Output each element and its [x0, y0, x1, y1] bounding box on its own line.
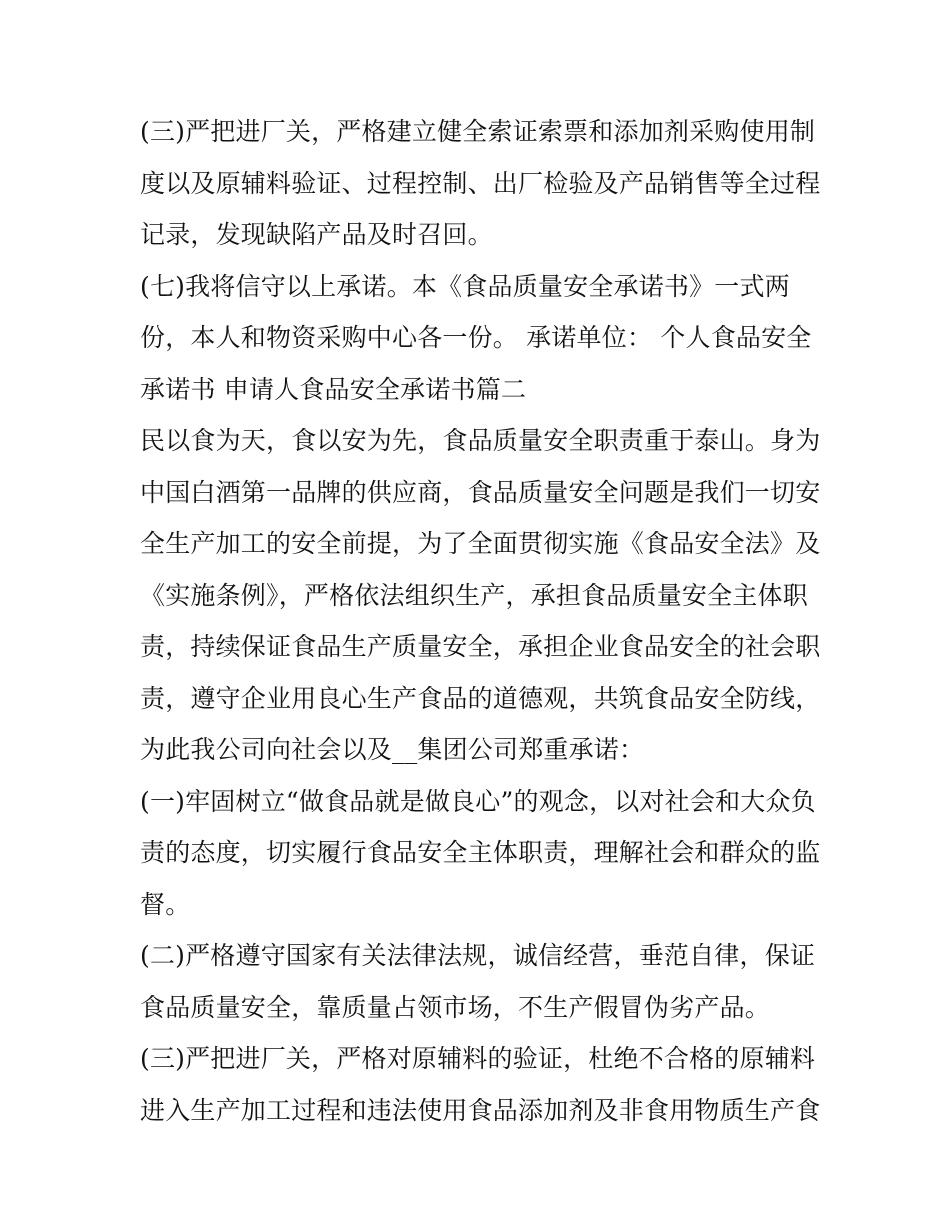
- text-line: 为此我公司向社会以及__集团公司郑重承诺：: [140, 735, 645, 764]
- text-line: (二)严格遵守国家有关法律法规，诚信经营，垂范自律，保证: [140, 941, 816, 970]
- text-line: 督。: [140, 889, 191, 919]
- text-line: 全生产加工的安全前提，为了全面贯彻实施《食品安全法》及: [140, 529, 821, 558]
- text-line: 食品质量安全，靠质量占领市场，不生产假冒伪劣产品。: [140, 992, 771, 1022]
- text-line: 民以食为天，食以安为先，食品质量安全职责重于泰山。身为: [140, 426, 821, 455]
- text-line: 中国白酒第一品牌的供应商，食品质量安全问题是我们一切安: [140, 477, 821, 507]
- text-line: (七)我将信守以上承诺。本《食品质量安全承诺书》一式两: [140, 271, 790, 301]
- text-line: 记录，发现缺陷产品及时召回。: [140, 220, 493, 249]
- text-line: 度以及原辅料验证、过程控制、出厂检验及产品销售等全过程: [140, 168, 821, 198]
- text-line: 份，本人和物资采购中心各一份。 承诺单位： 个人食品安全: [140, 323, 812, 352]
- text-line: 承诺书 申请人食品安全承诺书篇二: [140, 374, 527, 404]
- text-line: (三)严把进厂关，严格建立健全索证索票和添加剂采购使用制: [140, 117, 816, 146]
- text-line: (三)严把进厂关，严格对原辅料的验证，杜绝不合格的原辅料: [140, 1044, 816, 1073]
- text-line: 责，遵守企业用良心生产食品的道德观，共筑食品安全防线，: [140, 683, 821, 713]
- text-line: 责的态度，切实履行食品安全主体职责，理解社会和群众的监: [140, 838, 821, 867]
- text-line: 《实施条例》，严格依法组织生产，承担食品质量安全主体职: [140, 580, 808, 610]
- text-line: 进入生产加工过程和违法使用食品添加剂及非食用物质生产食: [140, 1095, 821, 1125]
- text-line: (一)牢固树立“做食品就是做良心”的观念，以对社会和大众负: [140, 786, 816, 816]
- document-body: [140, 106, 820, 1136]
- text-line: 责，持续保证食品生产质量安全，承担企业食品安全的社会职: [140, 632, 821, 661]
